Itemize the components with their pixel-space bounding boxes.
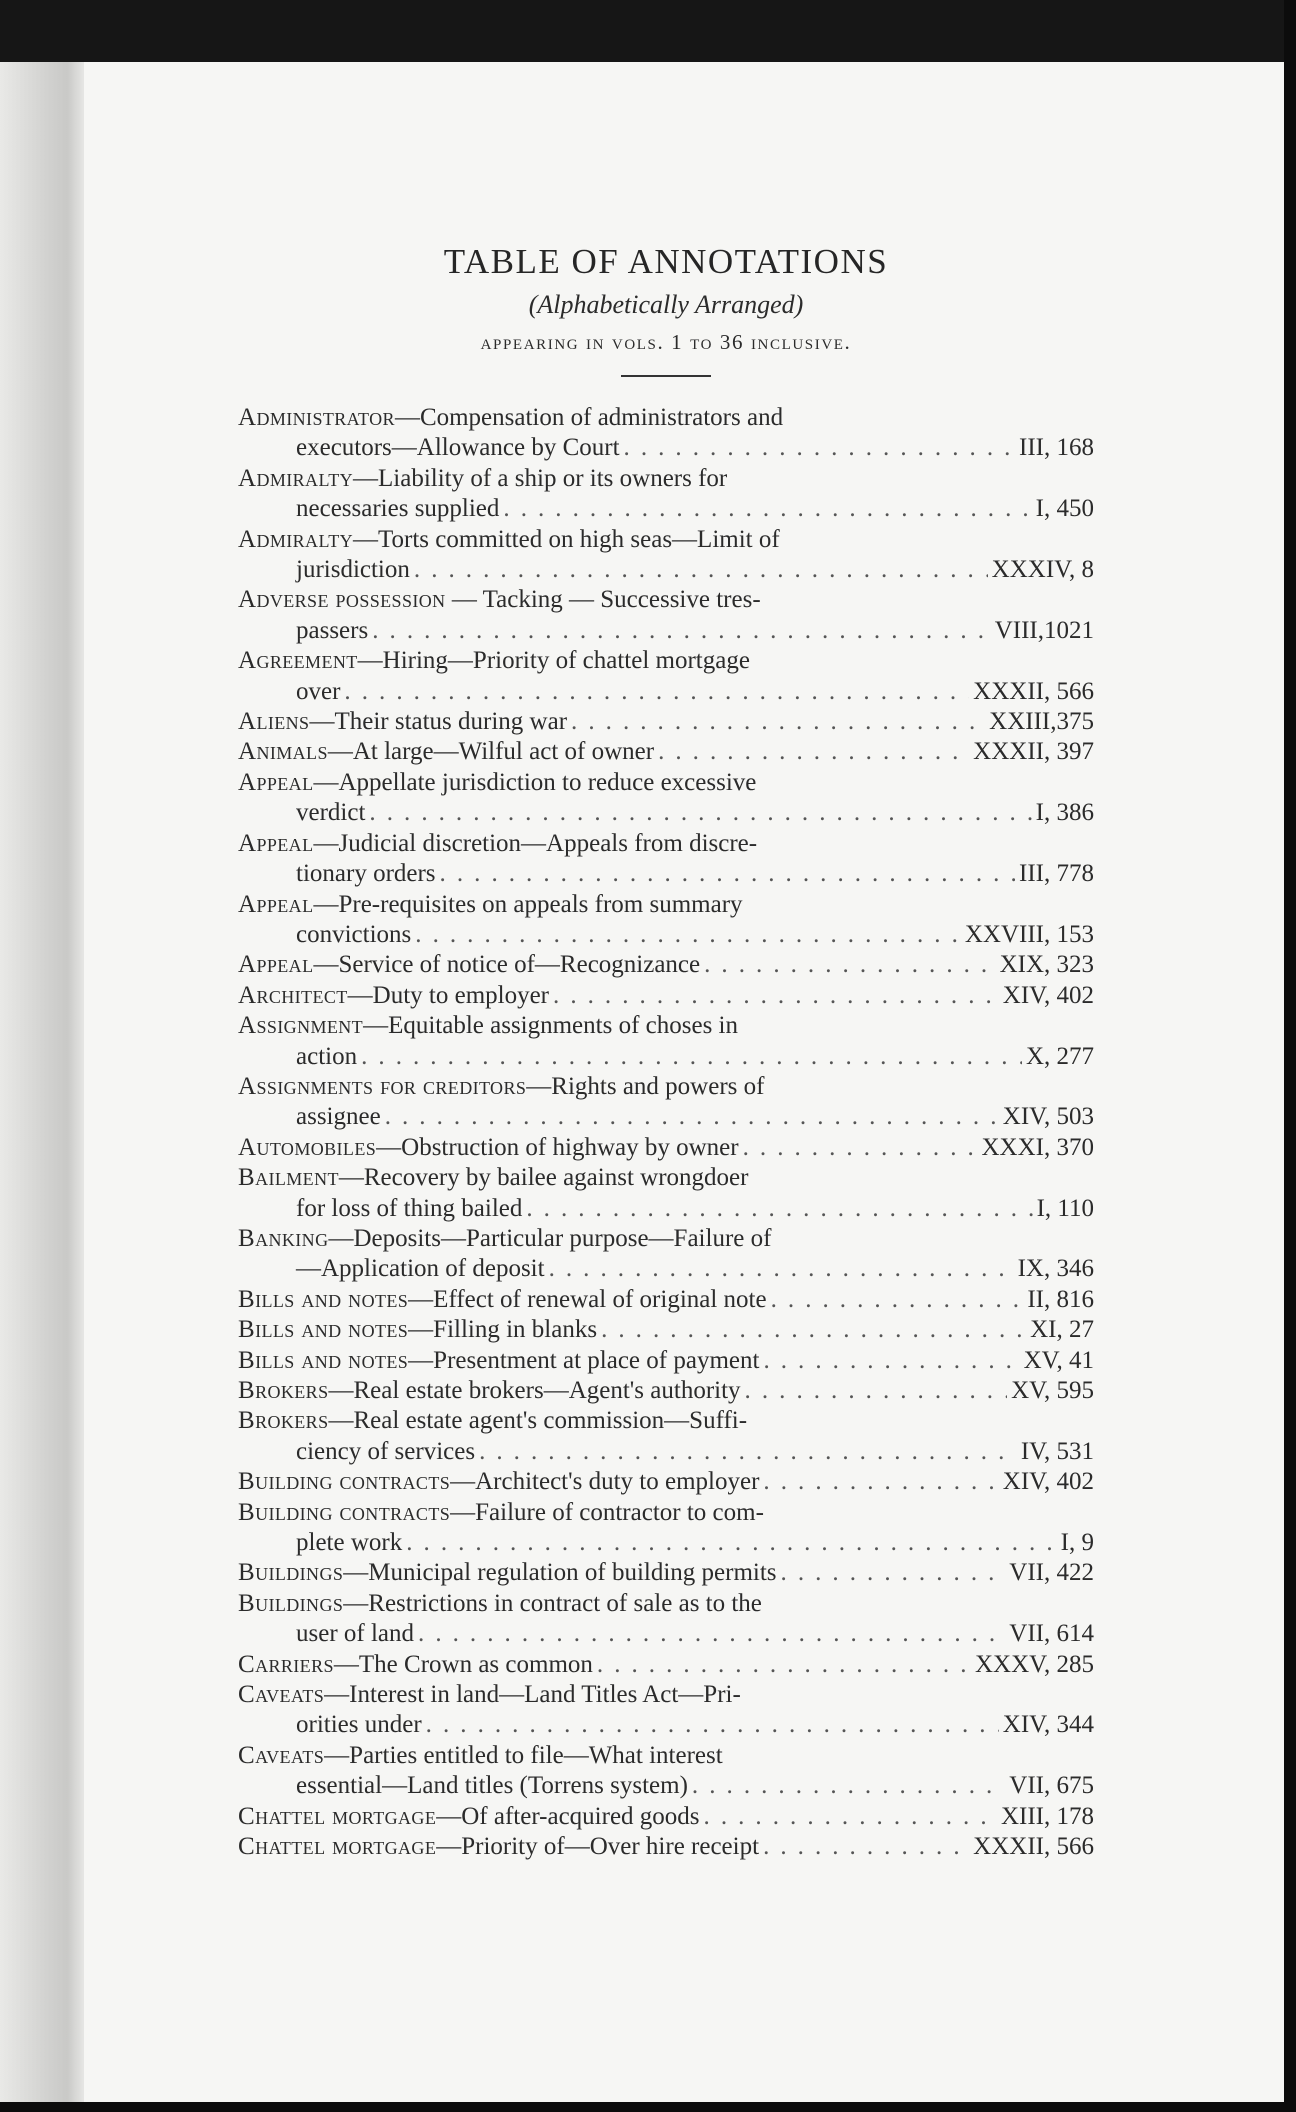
annotation-entry xyxy=(238,1650,1094,1680)
volume-page-ref: I, 450 xyxy=(1035,495,1094,523)
entry-list xyxy=(238,403,1094,1863)
entry-line xyxy=(238,920,1094,950)
entry-text: —Municipal regulation of building permits xyxy=(343,1559,777,1587)
entry-text: plete work xyxy=(296,1529,403,1557)
dot-leader xyxy=(601,1315,1026,1345)
annotation-entry xyxy=(238,1346,1094,1376)
annotation-entry xyxy=(238,1315,1094,1345)
dot-leader xyxy=(361,1042,1022,1072)
dot-leader xyxy=(426,1710,999,1740)
volume-page-ref: XIII, 178 xyxy=(1000,1802,1094,1830)
entry-text: over xyxy=(296,677,341,705)
annotation-entry xyxy=(238,1558,1094,1588)
entry-text: —Obstruction of highway by owner xyxy=(376,1133,739,1161)
entry-text: —Service of notice of—Recognizance xyxy=(313,951,701,979)
dot-leader xyxy=(763,1346,1019,1376)
entry-line xyxy=(238,433,1094,463)
entry-heading: Chattel mortgage xyxy=(238,1833,437,1861)
dot-leader xyxy=(503,494,1031,524)
annotation-entry xyxy=(238,1406,1094,1467)
volume-page-ref: I, 9 xyxy=(1060,1529,1094,1557)
entry-heading: Brokers xyxy=(238,1407,329,1435)
volume-page-ref: XV, 595 xyxy=(1011,1377,1094,1404)
volume-page-ref: XIV, 402 xyxy=(1002,1468,1094,1496)
entry-heading: Chattel mortgage xyxy=(238,1802,437,1830)
volume-page-ref: XV, 41 xyxy=(1023,1346,1094,1374)
dot-leader xyxy=(624,433,1015,463)
entry-heading: Buildings xyxy=(238,1589,344,1617)
dot-leader xyxy=(344,677,969,707)
entry-text: executors—Allowance by Court xyxy=(296,434,620,462)
dot-leader xyxy=(704,1802,997,1832)
entry-line xyxy=(238,1771,1094,1801)
entry-line xyxy=(238,1254,1094,1284)
volume-page-ref: XIX, 323 xyxy=(999,951,1094,979)
volume-page-ref: XIV, 503 xyxy=(1002,1103,1094,1131)
entry-line xyxy=(238,1619,1094,1649)
annotation-entry xyxy=(238,1072,1094,1133)
volume-page-ref: III, 168 xyxy=(1019,434,1094,462)
entry-text: —Of after-acquired goods xyxy=(436,1802,700,1830)
entry-text: —Application of deposit xyxy=(296,1255,545,1283)
entry-line xyxy=(238,1224,1094,1254)
dot-leader xyxy=(692,1771,1005,1801)
entry-heading: Admiralty xyxy=(238,525,353,553)
entry-text: —Rights and powers of xyxy=(526,1072,765,1100)
page-subtitle: (Alphabetically Arranged) xyxy=(528,290,804,319)
annotation-entry xyxy=(238,1498,1094,1559)
entry-text: essential—Land titles (Torrens system) xyxy=(296,1772,688,1800)
entry-text: —Deposits—Particular purpose—Failure of xyxy=(328,1224,772,1252)
entry-line xyxy=(238,646,1094,676)
dot-leader xyxy=(763,1832,969,1862)
volume-page-ref: XXXII, 566 xyxy=(973,677,1094,705)
entry-line xyxy=(238,1011,1094,1041)
entry-text: —Duty to employer xyxy=(347,981,550,1009)
entry-text: —Filling in blanks xyxy=(408,1316,598,1344)
entry-line xyxy=(238,1558,1094,1588)
entry-text: —Torts committed on high seas—Limit of xyxy=(353,525,780,553)
entry-line xyxy=(238,403,1094,433)
scan-top-border xyxy=(0,0,1296,70)
volume-page-ref: VII, 422 xyxy=(1009,1559,1094,1587)
entry-text: —Interest in land—Land Titles Act—Pri- xyxy=(324,1681,741,1709)
annotation-entry xyxy=(238,585,1094,646)
entry-heading: Banking xyxy=(238,1224,329,1252)
volume-page-ref: XIV, 402 xyxy=(1002,981,1094,1009)
entry-text: — Tacking — Successive tres- xyxy=(445,586,761,614)
entry-text: tionary orders xyxy=(296,860,436,888)
entry-line xyxy=(238,1832,1094,1862)
page-title: TABLE OF ANNOTATIONS xyxy=(443,242,889,281)
entry-heading: Bills and notes xyxy=(238,1316,409,1344)
volume-page-ref: X, 277 xyxy=(1025,1042,1094,1070)
volume-page-ref: VIII,1021 xyxy=(994,616,1094,644)
entry-text: —Equitable assignments of choses in xyxy=(363,1012,739,1040)
annotation-entry xyxy=(238,403,1094,464)
volume-page-ref: XXXII, 566 xyxy=(973,1833,1094,1861)
annotation-entry xyxy=(238,737,1094,767)
entry-text: —Restrictions in contract of sale as to the xyxy=(343,1589,762,1617)
dot-leader xyxy=(526,1194,1032,1224)
dot-leader xyxy=(369,798,1031,828)
dot-leader xyxy=(406,1528,1056,1558)
entry-heading: Bills and notes xyxy=(238,1346,409,1374)
page-gutter-shadow xyxy=(0,62,84,2102)
entry-text: —Pre-requisites on appeals from summary xyxy=(313,890,743,918)
entry-heading: Administrator xyxy=(238,404,395,431)
entry-line xyxy=(238,1194,1094,1224)
entry-heading: Appeal xyxy=(238,890,314,918)
entry-text: —Appellate jurisdiction to reduce excessive xyxy=(313,768,757,796)
annotation-entry xyxy=(238,464,1094,525)
entry-line xyxy=(238,1589,1094,1619)
entry-line xyxy=(238,829,1094,859)
volume-page-ref: IX, 346 xyxy=(1017,1255,1094,1283)
entry-text: —Liability of a ship or its owners for xyxy=(353,464,728,492)
entry-line xyxy=(238,616,1094,646)
entry-text: passers xyxy=(296,616,369,644)
entry-text: convictions xyxy=(296,920,412,948)
volume-page-ref: XXXV, 285 xyxy=(975,1650,1094,1678)
annotation-entry xyxy=(238,981,1094,1011)
entry-heading: Building contracts xyxy=(238,1498,451,1526)
volume-page-ref: VII, 614 xyxy=(1009,1620,1094,1648)
entry-text: —At large—Wilful act of owner xyxy=(327,738,655,766)
entry-text: —Parties entitled to file—What interest xyxy=(324,1741,723,1769)
entry-text: orities under xyxy=(296,1711,422,1739)
entry-text: —Hiring—Priority of chattel mortgage xyxy=(357,647,750,675)
dot-leader xyxy=(781,1558,1006,1588)
entry-line xyxy=(238,464,1094,494)
entry-text: —Their status during war xyxy=(309,708,568,736)
entry-heading: Animals xyxy=(238,738,328,766)
volume-page-ref: I, 110 xyxy=(1036,1194,1094,1222)
entry-text: necessaries supplied xyxy=(296,495,500,523)
volume-range: appearing in vols. 1 to 36 inclusive. xyxy=(480,330,852,354)
entry-text: action xyxy=(296,1042,358,1070)
entry-heading: Aliens xyxy=(238,708,310,736)
annotation-entry xyxy=(238,1741,1094,1802)
entry-line xyxy=(238,1163,1094,1193)
entry-heading: Architect xyxy=(238,981,348,1009)
entry-heading: Assignments for creditors xyxy=(238,1072,527,1100)
entry-line xyxy=(238,677,1094,707)
entry-text: assignee xyxy=(296,1103,381,1131)
volume-page-ref: XXXI, 370 xyxy=(981,1133,1094,1161)
entry-line xyxy=(238,1346,1094,1376)
entry-line xyxy=(238,555,1094,585)
entry-line xyxy=(238,1406,1094,1436)
entry-line xyxy=(238,1802,1094,1832)
annotation-entry xyxy=(238,890,1094,951)
dot-leader xyxy=(743,1133,978,1163)
dot-leader xyxy=(571,707,985,737)
volume-page-ref: XIV, 344 xyxy=(1002,1711,1094,1739)
dot-leader xyxy=(763,1467,998,1497)
entry-line xyxy=(238,737,1094,767)
entry-heading: Building contracts xyxy=(238,1468,451,1496)
annotation-entry xyxy=(238,1832,1094,1862)
annotation-entry xyxy=(238,1163,1094,1224)
volume-page-ref: XI, 27 xyxy=(1030,1316,1094,1344)
entry-text: —Priority of—Over hire receipt xyxy=(436,1833,760,1861)
annotation-entry xyxy=(238,950,1094,980)
entry-line xyxy=(238,1285,1094,1315)
entry-text: —Compensation of administrators and xyxy=(394,404,784,431)
entry-text: —The Crown as common xyxy=(333,1650,593,1678)
entry-line xyxy=(238,1710,1094,1740)
entry-line xyxy=(238,798,1094,828)
annotation-entry xyxy=(238,1133,1094,1163)
entry-line xyxy=(238,859,1094,889)
annotation-entry xyxy=(238,1680,1094,1741)
entry-heading: Caveats xyxy=(238,1681,325,1709)
volume-page-ref: III, 778 xyxy=(1019,860,1094,888)
entry-heading: Admiralty xyxy=(238,464,353,492)
entry-text: —Architect's duty to employer xyxy=(450,1468,760,1496)
scan-right-border xyxy=(1284,0,1296,2112)
entry-text: —Judicial discretion—Appeals from discre- xyxy=(313,829,758,857)
dot-leader xyxy=(771,1285,1024,1315)
entry-line xyxy=(238,525,1094,555)
entry-heading: Caveats xyxy=(238,1741,325,1769)
entry-heading: Carriers xyxy=(238,1650,334,1678)
dot-leader xyxy=(372,616,991,646)
entry-text: —Effect of renewal of original note xyxy=(408,1285,767,1313)
dot-leader xyxy=(704,950,995,980)
entry-line xyxy=(238,1072,1094,1102)
volume-page-ref: VII, 675 xyxy=(1009,1772,1094,1800)
volume-page-ref: II, 816 xyxy=(1027,1285,1094,1313)
annotation-entry xyxy=(238,707,1094,737)
entry-heading: Automobiles xyxy=(238,1133,377,1161)
annotation-entry xyxy=(238,525,1094,586)
annotation-entry xyxy=(238,1589,1094,1650)
dot-leader xyxy=(415,920,961,950)
entry-heading: Bailment xyxy=(238,1164,339,1192)
entry-line xyxy=(238,950,1094,980)
annotation-entry xyxy=(238,1467,1094,1497)
entry-line xyxy=(238,1528,1094,1558)
entry-heading: Buildings xyxy=(238,1559,344,1587)
entry-line xyxy=(238,707,1094,737)
volume-page-ref: XXXII, 397 xyxy=(973,738,1094,766)
entry-line xyxy=(238,1437,1094,1467)
entry-line xyxy=(238,1741,1094,1771)
annotation-entry xyxy=(238,1224,1094,1285)
entry-text: —Real estate agent's commission—Suffi- xyxy=(328,1407,748,1435)
annotation-entry xyxy=(238,829,1094,890)
entry-text: —Failure of contractor to com- xyxy=(450,1498,764,1526)
entry-line xyxy=(238,1315,1094,1345)
entry-line xyxy=(238,768,1094,798)
entry-line xyxy=(238,1650,1094,1680)
dot-leader xyxy=(553,981,999,1011)
entry-heading: Adverse possession xyxy=(238,586,446,614)
entry-text: verdict xyxy=(296,799,366,827)
entry-line xyxy=(238,1376,1094,1406)
annotation-entry xyxy=(238,768,1094,829)
dot-leader xyxy=(414,555,988,585)
entry-line xyxy=(238,1042,1094,1072)
entry-heading: Appeal xyxy=(238,951,314,979)
title-divider xyxy=(621,375,711,377)
dot-leader xyxy=(745,1376,1008,1406)
entry-line xyxy=(238,890,1094,920)
volume-page-ref: XXIII,375 xyxy=(989,708,1094,736)
entry-heading: Assignment xyxy=(238,1012,364,1040)
scan-bottom-border xyxy=(0,2102,1296,2112)
entry-line xyxy=(238,1133,1094,1163)
entry-text: ciency of services xyxy=(296,1437,476,1465)
entry-line xyxy=(238,981,1094,1011)
annotations-table xyxy=(238,242,1094,1863)
annotation-entry xyxy=(238,1376,1094,1406)
volume-page-ref: XXXIV, 8 xyxy=(991,556,1094,584)
entry-line xyxy=(238,1498,1094,1528)
entry-text: jurisdiction xyxy=(296,556,410,584)
entry-heading: Bills and notes xyxy=(238,1285,409,1313)
entry-text: user of land xyxy=(296,1620,415,1648)
entry-line xyxy=(238,585,1094,615)
dot-leader xyxy=(440,859,1015,889)
volume-page-ref: XXVIII, 153 xyxy=(964,920,1094,948)
dot-leader xyxy=(385,1102,999,1132)
annotation-entry xyxy=(238,646,1094,707)
annotation-entry xyxy=(238,1011,1094,1072)
dot-leader xyxy=(479,1437,1017,1467)
entry-heading: Agreement xyxy=(238,647,358,675)
annotation-entry xyxy=(238,1802,1094,1832)
entry-heading: Brokers xyxy=(238,1377,329,1404)
entry-heading: Appeal xyxy=(238,768,314,796)
dot-leader xyxy=(549,1254,1014,1284)
annotation-entry xyxy=(238,1285,1094,1315)
entry-text: —Presentment at place of payment xyxy=(408,1346,760,1374)
entry-line xyxy=(238,494,1094,524)
entry-heading: Appeal xyxy=(238,829,314,857)
dot-leader xyxy=(658,737,969,767)
entry-line xyxy=(238,1680,1094,1710)
volume-page-ref: IV, 531 xyxy=(1020,1437,1094,1465)
dot-leader xyxy=(597,1650,971,1680)
volume-page-ref: I, 386 xyxy=(1035,799,1094,827)
entry-text: for loss of thing bailed xyxy=(296,1194,523,1222)
entry-line xyxy=(238,1102,1094,1132)
entry-text: —Recovery by bailee against wrongdoer xyxy=(338,1164,749,1192)
entry-line xyxy=(238,1467,1094,1497)
entry-text: —Real estate brokers—Agent's authority xyxy=(328,1377,741,1404)
dot-leader xyxy=(418,1619,1005,1649)
